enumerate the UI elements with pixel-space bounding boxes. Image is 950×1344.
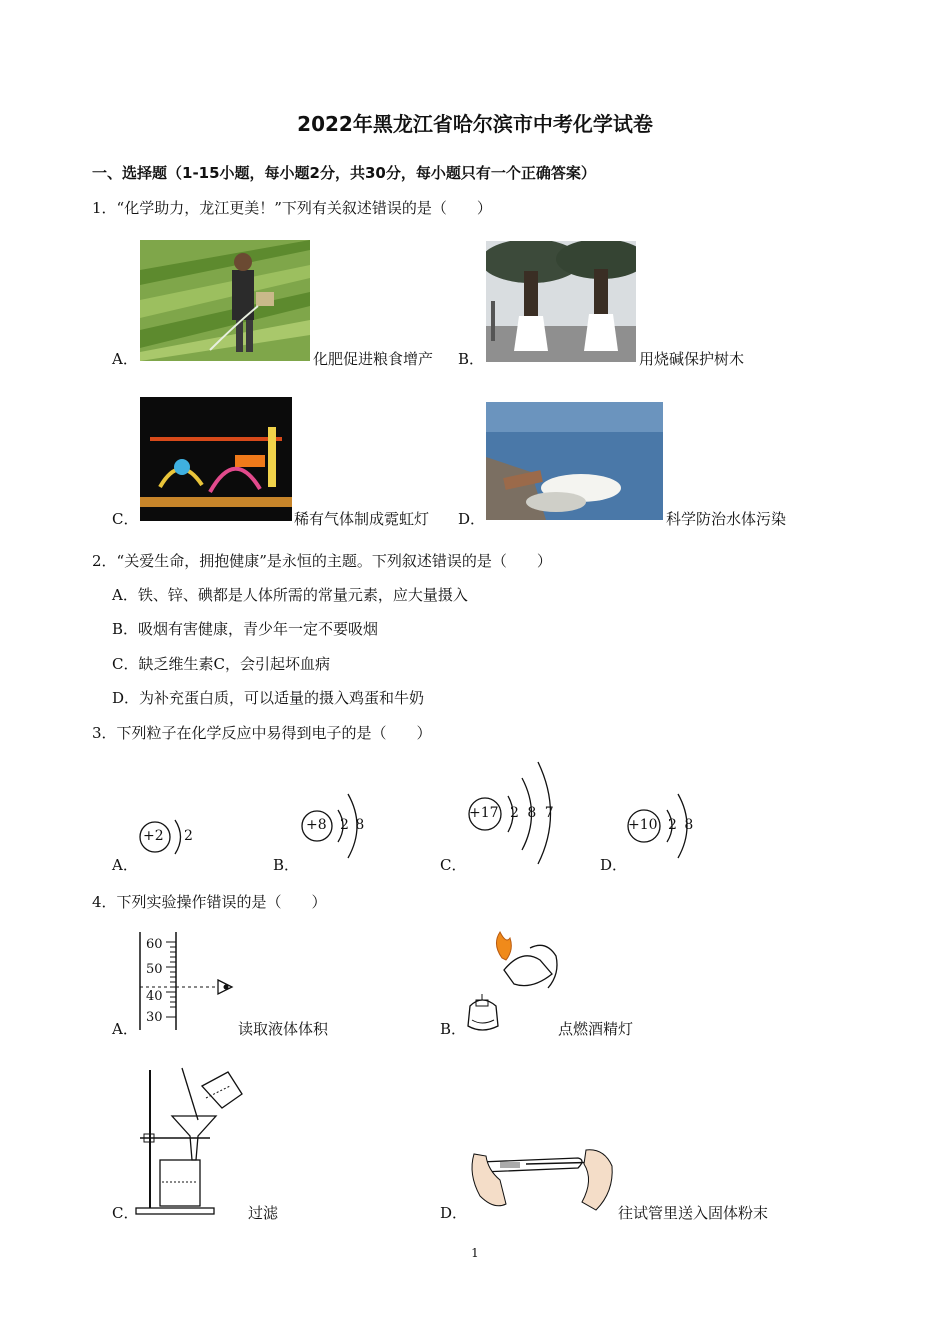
q4-option-c-text: 过滤 (248, 1204, 279, 1222)
q3-option-c-letter: C． (440, 856, 467, 874)
question-1-stem: 1．“化学助力，龙江更美！”下列有关叙述错误的是（ ） (92, 199, 492, 217)
q1-option-b-letter: B． (458, 350, 485, 368)
test-tube-powder-illustration (466, 1140, 616, 1220)
q3-d-nucleus: +10 (628, 817, 658, 833)
q4-option-d-text: 往试管里送入固体粉末 (618, 1204, 769, 1222)
q1-option-c-text: 稀有气体制成霓虹灯 (294, 510, 430, 528)
q3-option-d-letter: D． (600, 856, 628, 874)
q1-option-d-letter: D． (458, 510, 486, 528)
question-3-stem: 3．下列粒子在化学反应中易得到电子的是（ ） (92, 724, 432, 742)
q1-option-a-text: 化肥促进粮食增产 (313, 350, 434, 368)
cylinder-tick-30: 30 (146, 1010, 163, 1025)
q3-c-nucleus: +17 (469, 805, 499, 821)
q1-option-b-text: 用烧碱保护树木 (639, 350, 745, 368)
q4-option-d-letter: D． (440, 1204, 468, 1222)
water-pollution-photo (486, 402, 663, 520)
filtration-apparatus-illustration (134, 1064, 246, 1216)
whitewashed-trees-photo (486, 241, 636, 362)
question-2-stem: 2．“关爱生命，拥抱健康”是永恒的主题。下列叙述错误的是（ ） (92, 552, 552, 570)
q1-option-d-text: 科学防治水体污染 (666, 510, 787, 528)
neon-lights-photo (140, 397, 292, 521)
q3-d-shells: 2 8 (668, 817, 694, 833)
q3-a-shells: 2 (184, 828, 193, 844)
q4-option-a-letter: A． (112, 1020, 138, 1038)
q3-option-a-letter: A． (112, 856, 138, 874)
q3-option-b-letter: B． (273, 856, 300, 874)
q3-c-shells: 2 8 7 (510, 805, 554, 821)
q4-option-a-text: 读取液体体积 (238, 1020, 329, 1038)
q4-option-b-letter: B． (440, 1020, 467, 1038)
farmer-field-photo (140, 240, 310, 361)
q3-b-shells: 2 8 (340, 817, 365, 833)
q4-option-c-letter: C． (112, 1204, 139, 1222)
q3-a-nucleus: +2 (143, 828, 164, 844)
question-4-stem: 4．下列实验操作错误的是（ ） (92, 893, 327, 911)
q2-option-d: D．为补充蛋白质，可以适量的摄入鸡蛋和牛奶 (112, 689, 425, 707)
q4-option-b-text: 点燃酒精灯 (558, 1020, 634, 1038)
cylinder-tick-60: 60 (146, 937, 163, 952)
alcohol-lamp-illustration (462, 930, 562, 1036)
section-heading: 一、选择题（1-15小题，每小题2分，共30分，每小题只有一个正确答案） (92, 164, 596, 182)
cylinder-tick-50: 50 (146, 962, 163, 977)
q1-option-c-letter: C． (112, 510, 139, 528)
q2-option-b: B．吸烟有害健康，青少年一定不要吸烟 (112, 620, 379, 638)
q2-option-a: A．铁、锌、碘都是人体所需的常量元素，应大量摄入 (112, 586, 468, 604)
cylinder-tick-40: 40 (146, 989, 163, 1004)
page-title: 2022年黑龙江省哈尔滨市中考化学试卷 (297, 112, 653, 136)
q2-option-c: C．缺乏维生素C，会引起坏血病 (112, 655, 330, 673)
q3-b-nucleus: +8 (306, 817, 327, 833)
page-number: 1 (471, 1246, 479, 1260)
q1-option-a-letter: A． (112, 350, 138, 368)
